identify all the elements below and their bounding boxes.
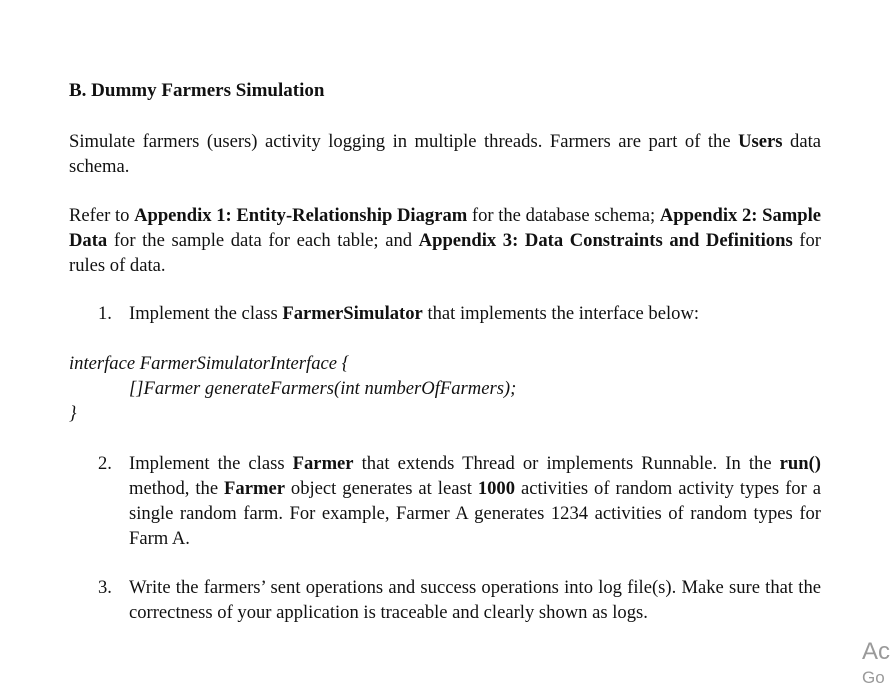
intro-text-2: data schema. bbox=[69, 131, 821, 177]
ref-text-3: for the sample data for each table; and bbox=[107, 230, 419, 251]
item2-text-5: activities of random activity types for a single random farm. For example, Farmer A generates 1234 activities of random types for Farm A. bbox=[129, 478, 822, 549]
list-number-3: 3. bbox=[98, 577, 112, 598]
item1-text-1: Implement the class bbox=[129, 303, 283, 324]
list-number-1: 1. bbox=[98, 303, 112, 324]
section-heading: B. Dummy Farmers Simulation bbox=[69, 80, 325, 101]
ref-text-4: for rules of data. bbox=[69, 230, 821, 276]
appendix-1-term: Appendix 1: Entity-Relationship Diagram bbox=[134, 205, 468, 226]
intro-paragraph bbox=[69, 129, 821, 179]
activation-watermark-line-2: Go bbox=[862, 668, 885, 687]
appendix-2-term: Appendix 2: Sample Data bbox=[69, 205, 821, 251]
code-line-1: interface FarmerSimulatorInterface { bbox=[69, 353, 350, 374]
code-line-2: []Farmer generateFarmers(int numberOfFarmers); bbox=[129, 378, 517, 399]
item2-text-4: object generates at least bbox=[284, 478, 478, 499]
users-schema-term: Users bbox=[738, 131, 783, 152]
list-number-2: 2. bbox=[98, 453, 112, 474]
run-method-term: run() bbox=[779, 453, 821, 474]
ref-text-2: for the database schema; bbox=[467, 205, 660, 226]
list-item-3 bbox=[98, 575, 821, 625]
code-line-3: } bbox=[69, 403, 77, 424]
list-item-1-text bbox=[129, 301, 821, 326]
list-item-1 bbox=[98, 301, 821, 326]
farmer-class-term: Farmer bbox=[292, 453, 354, 474]
farmer-simulator-term: FarmerSimulator bbox=[282, 303, 423, 324]
activity-count-term: 1000 bbox=[477, 478, 516, 499]
intro-text-1: Simulate farmers (users) activity logging in multiple threads. Farmers are part of the bbox=[69, 131, 739, 152]
ref-text-1: Refer to bbox=[69, 205, 135, 226]
farmer-object-term: Farmer bbox=[224, 478, 285, 499]
appendix-3-term: Appendix 3: Data Constraints and Definitions bbox=[418, 230, 793, 251]
list-item-2-text bbox=[129, 451, 821, 551]
list-item-3-text: Write the farmers’ sent operations and success operations into log file(s). Make sure that the correctness of your application is traceable and clearly shown as logs. bbox=[129, 577, 821, 623]
activation-watermark-line-1: Ac bbox=[862, 638, 890, 665]
item2-text-3: method, the bbox=[129, 478, 225, 499]
item2-text-2: that extends Thread or implements Runnable. In the bbox=[353, 453, 780, 474]
item2-text-1: Implement the class bbox=[129, 453, 293, 474]
appendix-reference-paragraph bbox=[69, 203, 821, 278]
item1-text-2: that implements the interface below: bbox=[422, 303, 700, 324]
list-item-2 bbox=[98, 451, 821, 551]
